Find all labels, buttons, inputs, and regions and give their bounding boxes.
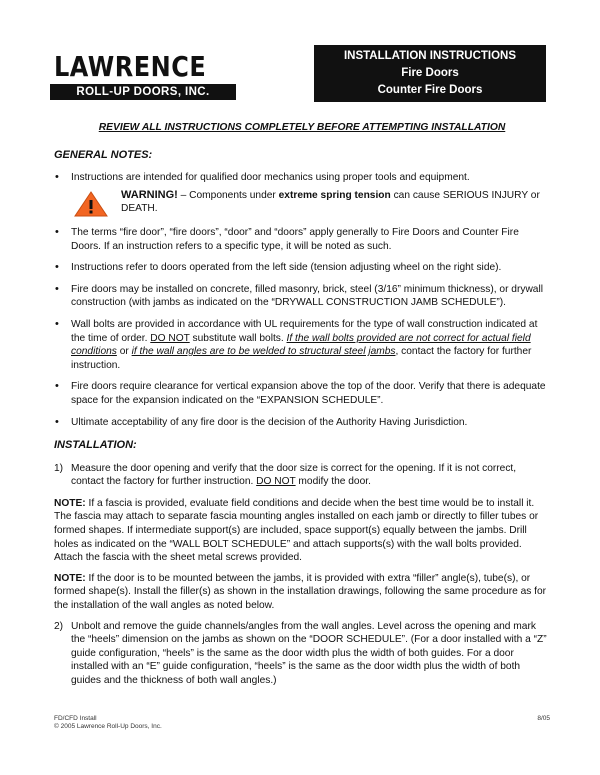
revision-date: 8/05 [537, 715, 550, 722]
page-footer [54, 715, 550, 731]
company-logo [50, 52, 240, 100]
logo-tagline: ROLL-UP DOORS, INC. [50, 84, 236, 100]
general-notes-heading: GENERAL NOTES: [54, 148, 153, 161]
note-fascia: NOTE: If a fascia is provided, evaluate field conditions and decide when the best time would be to install it. The fascia may attach to separate fascia mounting angles installed on each jamb or directly to filler tubes or formed shapes. If intermediate support(s) are included, space support(s) equally between the jambs. Drill holes as indicated on the “WALL BOLT SCHEDULE” and attach supports(s) with the wall bolts provided. Attach the fascia with the sheet metal screws provided. [54, 497, 539, 564]
step-2: 2) Unbolt and remove the guide channels/angles from the wall angles. Level across the opening and mark the “heels” dimension on the jambs as shown on the “DOOR SCHEDULE”. (For a door installed with a “Z” guide configuration, “heels” is the same as the door width plus the width of both guides. For a door installed with an “E” guide configuration, “heels” is the same as the door width plus the width of both guides and the thickness of both wall angles.) [54, 620, 547, 686]
note-construction: • Fire doors may be installed on concrete, filled masonry, brick, steel (3/16” minimum thickness), or drywall construction (with jambs as indicated on the “DRYWALL CONSTRUCTION JAMB SCHEDULE”). [54, 283, 550, 310]
warning-triangle-icon [74, 191, 108, 217]
note-qualified-mechanics: • Instructions are intended for qualified door mechanics using proper tools and equipment. [54, 171, 550, 185]
step-number: 1) [54, 462, 64, 474]
logo-name: LAWRENCE [54, 50, 207, 84]
title-line-3: Counter Fire Doors [377, 84, 483, 96]
note-expansion: • Fire doors require clearance for vertical expansion above the top of the door. Verify that there is adequate space for the expansion indicated on the “EXPANSION SCHEDULE”. [54, 380, 550, 407]
title-box [314, 45, 546, 102]
note-wall-bolts: • Wall bolts are provided in accordance with UL requirements for the type of wall construction indicated at the time of order. DO NOT substitute wall bolts. If the wall bolts provided are not correct for actual field conditions or if the wall angles are to be welded to structural steel jambs, contact the factory for further instruction. [54, 318, 550, 372]
review-notice: REVIEW ALL INSTRUCTIONS COMPLETELY BEFORE ATTEMPTING INSTALLATION [98, 122, 506, 133]
title-line-2: Fire Doors [401, 67, 459, 79]
note-left-side: • Instructions refer to doors operated from the left side (tension adjusting wheel on the right side). [54, 261, 550, 275]
note-filler: NOTE: If the door is to be mounted between the jambs, it is provided with extra “filler” angle(s), tube(s), or formed shape(s). Install the filler(s) as shown in the installation drawings, following the same procedure as for the installation of the wall angles as noted below. [54, 572, 547, 612]
installation-heading: INSTALLATION: [54, 439, 137, 452]
warning-block: WARNING! – Components under extreme spring tension can cause SERIOUS INJURY or DEATH. [54, 189, 550, 216]
copyright: © 2005 Lawrence Roll-Up Doors, Inc. [54, 723, 162, 730]
doc-code: FD/CFD Install [54, 715, 97, 722]
step-number: 2) [54, 620, 64, 632]
note-authority: • Ultimate acceptability of any fire door is the decision of the Authority Having Jurisdiction. [54, 416, 550, 430]
document-body [54, 121, 550, 696]
note-terms: • The terms “fire door”, “fire doors”, “door” and “doors” apply generally to Fire Doors and Counter Fire Doors. If an instruction refers to a specific type, it will be noted as such. [54, 226, 550, 253]
step-1: 1) Measure the door opening and verify that the door size is correct for the opening. If it is not correct, contact the factory for further instruction. DO NOT modify the door. [54, 462, 517, 488]
title-line-1: INSTALLATION INSTRUCTIONS [343, 50, 517, 62]
warning-label: WARNING! [121, 188, 178, 201]
